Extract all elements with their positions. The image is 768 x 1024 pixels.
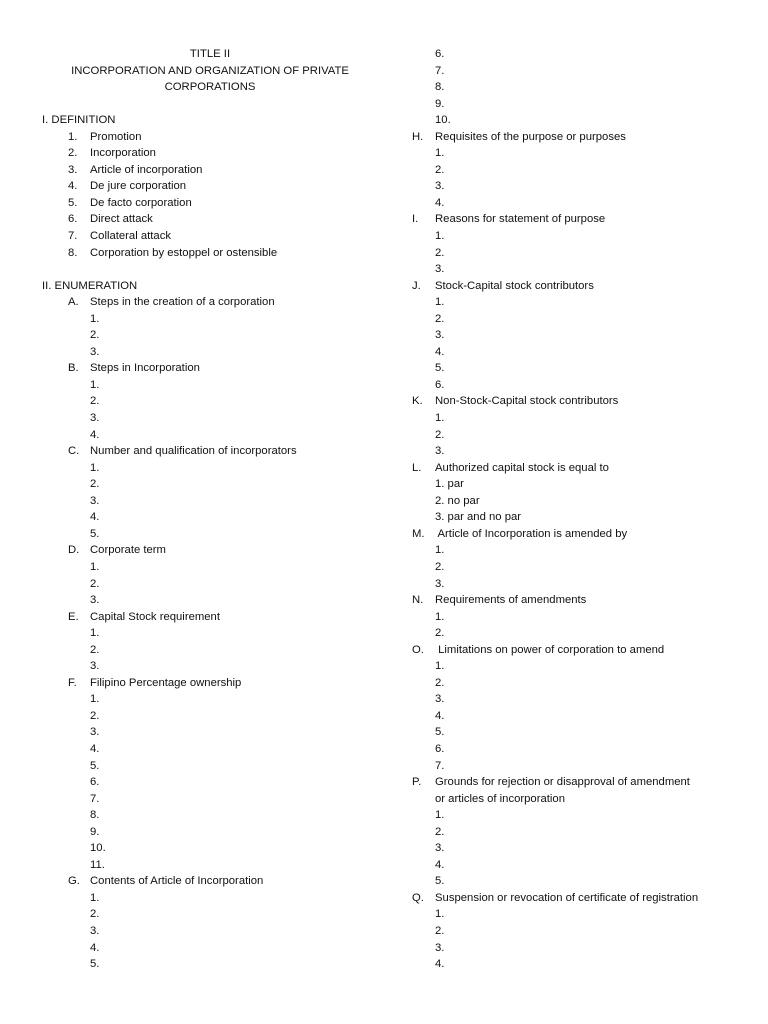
section-item: 4. [90,511,100,524]
section-item: 2. [435,676,445,689]
section-item: 2. [435,312,445,325]
section-title: Requisites of the purpose or purposes [435,130,626,143]
section-item: 7. [435,759,445,772]
section-title: Stock-Capital stock contributors [435,279,594,292]
section-heading [40,675,390,692]
section-item: 2. [435,246,445,259]
section-heading [412,642,752,659]
definition-item-text: Collateral attack [90,230,171,243]
section-item: 1. [90,891,100,904]
section-item: 1. [90,378,100,391]
section-item: 5. [435,362,445,375]
section-letter: N. [412,594,424,607]
definition-item [40,145,390,162]
section-item: 1. [90,461,100,474]
definition-item [40,195,390,212]
section-title: Non-Stock-Capital stock contributors [435,395,619,408]
section-letter: I. [412,213,419,226]
section-item: 2. [435,924,445,937]
section-item: 5. [435,726,445,739]
section-item: 3. [90,412,100,425]
title-line-3: CORPORATIONS [164,81,256,94]
section-item: 1. [90,693,100,706]
section-item: 3. [90,660,100,673]
definition-item-number: 5. [68,196,78,209]
definition-item [40,245,390,262]
section-item: 5. [90,527,100,540]
section-title: Article of Incorporation is amended by [435,527,628,540]
section-item: 3. [90,594,100,607]
section-heading [412,129,752,146]
right-column [412,46,752,973]
section-item: 4. [435,958,445,971]
section-item: 6. [435,742,445,755]
section-item: 4. [90,428,100,441]
section-title: Limitations on power of corporation to amend [435,643,665,656]
section-heading [412,890,752,907]
section-item: 4. [90,742,100,755]
definition-item-number: 2. [68,147,78,160]
section-heading [40,360,390,377]
section-item: 2. [90,478,100,491]
section-item: 3. [435,445,445,458]
section-item: 3. [435,693,445,706]
section-item: 7. [90,792,100,805]
section-letter: B. [68,362,79,375]
section-item: 2. no par [435,494,480,507]
section-item: 6. [90,776,100,789]
definition-item-number: 8. [68,246,78,259]
section-item: 1. [90,312,100,325]
section-title: Steps in Incorporation [90,362,200,375]
section-item: 3. par and no par [435,511,522,524]
definition-item [40,129,390,146]
section-item: 4. [435,345,445,358]
definition-heading: I. DEFINITION [42,114,116,127]
section-item: 9. [435,97,445,110]
section-item: 8. [90,809,100,822]
section-item: 1. [435,660,445,673]
section-heading [40,609,390,626]
section-heading [412,278,752,295]
section-heading [40,294,390,311]
section-item: 4. [435,709,445,722]
section-title: Suspension or revocation of certificate of registration [435,891,699,904]
section-item: 2. [435,825,445,838]
section-item: 2. [90,908,100,921]
section-item: 2. [435,627,445,640]
definition-item [40,228,390,245]
section-title: Capital Stock requirement [90,610,220,623]
definition-item-text: Incorporation [90,147,156,160]
title-line-2: INCORPORATION AND ORGANIZATION OF PRIVATE [71,64,349,77]
section-letter: J. [412,279,421,292]
section-item: 3. [90,924,100,937]
section-item: 1. [90,627,100,640]
section-item: 1. [435,412,445,425]
section-item: 1. [435,544,445,557]
section-item: 2. [90,643,100,656]
section-letter: F. [68,676,77,689]
section-heading [40,873,390,890]
definition-item-number: 7. [68,230,78,243]
section-title: Grounds for rejection or disapproval of amendment [435,776,690,789]
section-title: Authorized capital stock is equal to [435,461,609,474]
definition-item-text: Corporation by estoppel or ostensible [90,246,278,259]
section-title: Corporate term [90,544,166,557]
section-item: 3. [435,941,445,954]
section-item: 2. [90,395,100,408]
section-item: 3. [435,180,445,193]
section-letter: A. [68,296,79,309]
definition-item-text: De jure corporation [90,180,187,193]
section-item: 1. [435,147,445,160]
section-item: 3. [90,345,100,358]
section-item: 1. [435,230,445,243]
section-item: 2. [435,163,445,176]
section-letter: G. [68,875,80,888]
section-item: 6. [435,378,445,391]
section-letter: Q. [412,891,424,904]
section-letter: M. [412,527,425,540]
section-title: Filipino Percentage ownership [90,676,242,689]
section-letter: C. [68,445,80,458]
section-heading [412,460,752,477]
definition-item [40,162,390,179]
section-title: Requirements of amendments [435,594,587,607]
section-item: 1. [435,610,445,623]
section-title: Steps in the creation of a corporation [90,296,275,309]
section-item: 9. [90,825,100,838]
section-heading [412,526,752,543]
section-heading [412,592,752,609]
section-heading [40,443,390,460]
definition-item-text: Direct attack [90,213,153,226]
section-heading [412,774,752,791]
definition-item-number: 1. [68,130,78,143]
section-title: Reasons for statement of purpose [435,213,606,226]
definition-item-number: 4. [68,180,78,193]
section-item: 2. [90,577,100,590]
section-item: 1. [435,908,445,921]
section-item: 3. [435,329,445,342]
section-item: 7. [435,64,445,77]
enumeration-heading: II. ENUMERATION [42,279,138,292]
section-item: 10. [90,842,106,855]
definition-item [40,211,390,228]
section-item: 3. [435,263,445,276]
definition-item-text: De facto corporation [90,196,192,209]
section-item: 3. [435,577,445,590]
section-letter: L. [412,461,422,474]
section-item: 3. [90,726,100,739]
enumeration-sections-right [412,129,752,973]
section-item: 5. [435,875,445,888]
section-item: 10. [435,114,451,127]
section-item: 5. [90,958,100,971]
section-letter: H. [412,130,424,143]
section-heading [40,542,390,559]
section-g-continued [412,46,752,129]
section-item: 1. [435,809,445,822]
section-item: 1. [435,296,445,309]
section-title: Contents of Article of Incorporation [90,875,264,888]
section-item: 3. [435,842,445,855]
section-item: 6. [435,48,445,60]
section-item: 2. [90,329,100,342]
definition-item [40,178,390,195]
section-item: 5. [90,759,100,772]
section-title-continued: or articles of incorporation [435,792,565,805]
section-item: 4. [90,941,100,954]
section-item: 1. [90,560,100,573]
section-heading [412,393,752,410]
definition-item-number: 3. [68,163,78,176]
section-item: 11. [90,858,105,871]
definition-item-text: Article of incorporation [90,163,203,176]
section-heading [412,211,752,228]
section-item: 4. [435,858,445,871]
section-item: 2. [435,428,445,441]
section-item: 8. [435,81,445,94]
section-letter: P. [412,776,422,789]
section-letter: O. [412,643,424,656]
enumeration-sections-left [40,294,390,972]
section-item: 2. [90,709,100,722]
document-title [40,46,380,96]
section-title: Number and qualification of incorporators [90,445,297,458]
section-item: 3. [90,494,100,507]
section-item: 2. [435,560,445,573]
definition-item-text: Promotion [90,130,142,143]
section-item: 4. [435,196,445,209]
section-letter: K. [412,395,423,408]
section-letter: E. [68,610,79,623]
section-item: 1. par [435,478,464,491]
definition-item-number: 6. [68,213,78,226]
definition-list [40,129,390,261]
left-column [40,46,390,973]
section-letter: D. [68,544,80,557]
title-line-1: TITLE II [189,48,231,60]
